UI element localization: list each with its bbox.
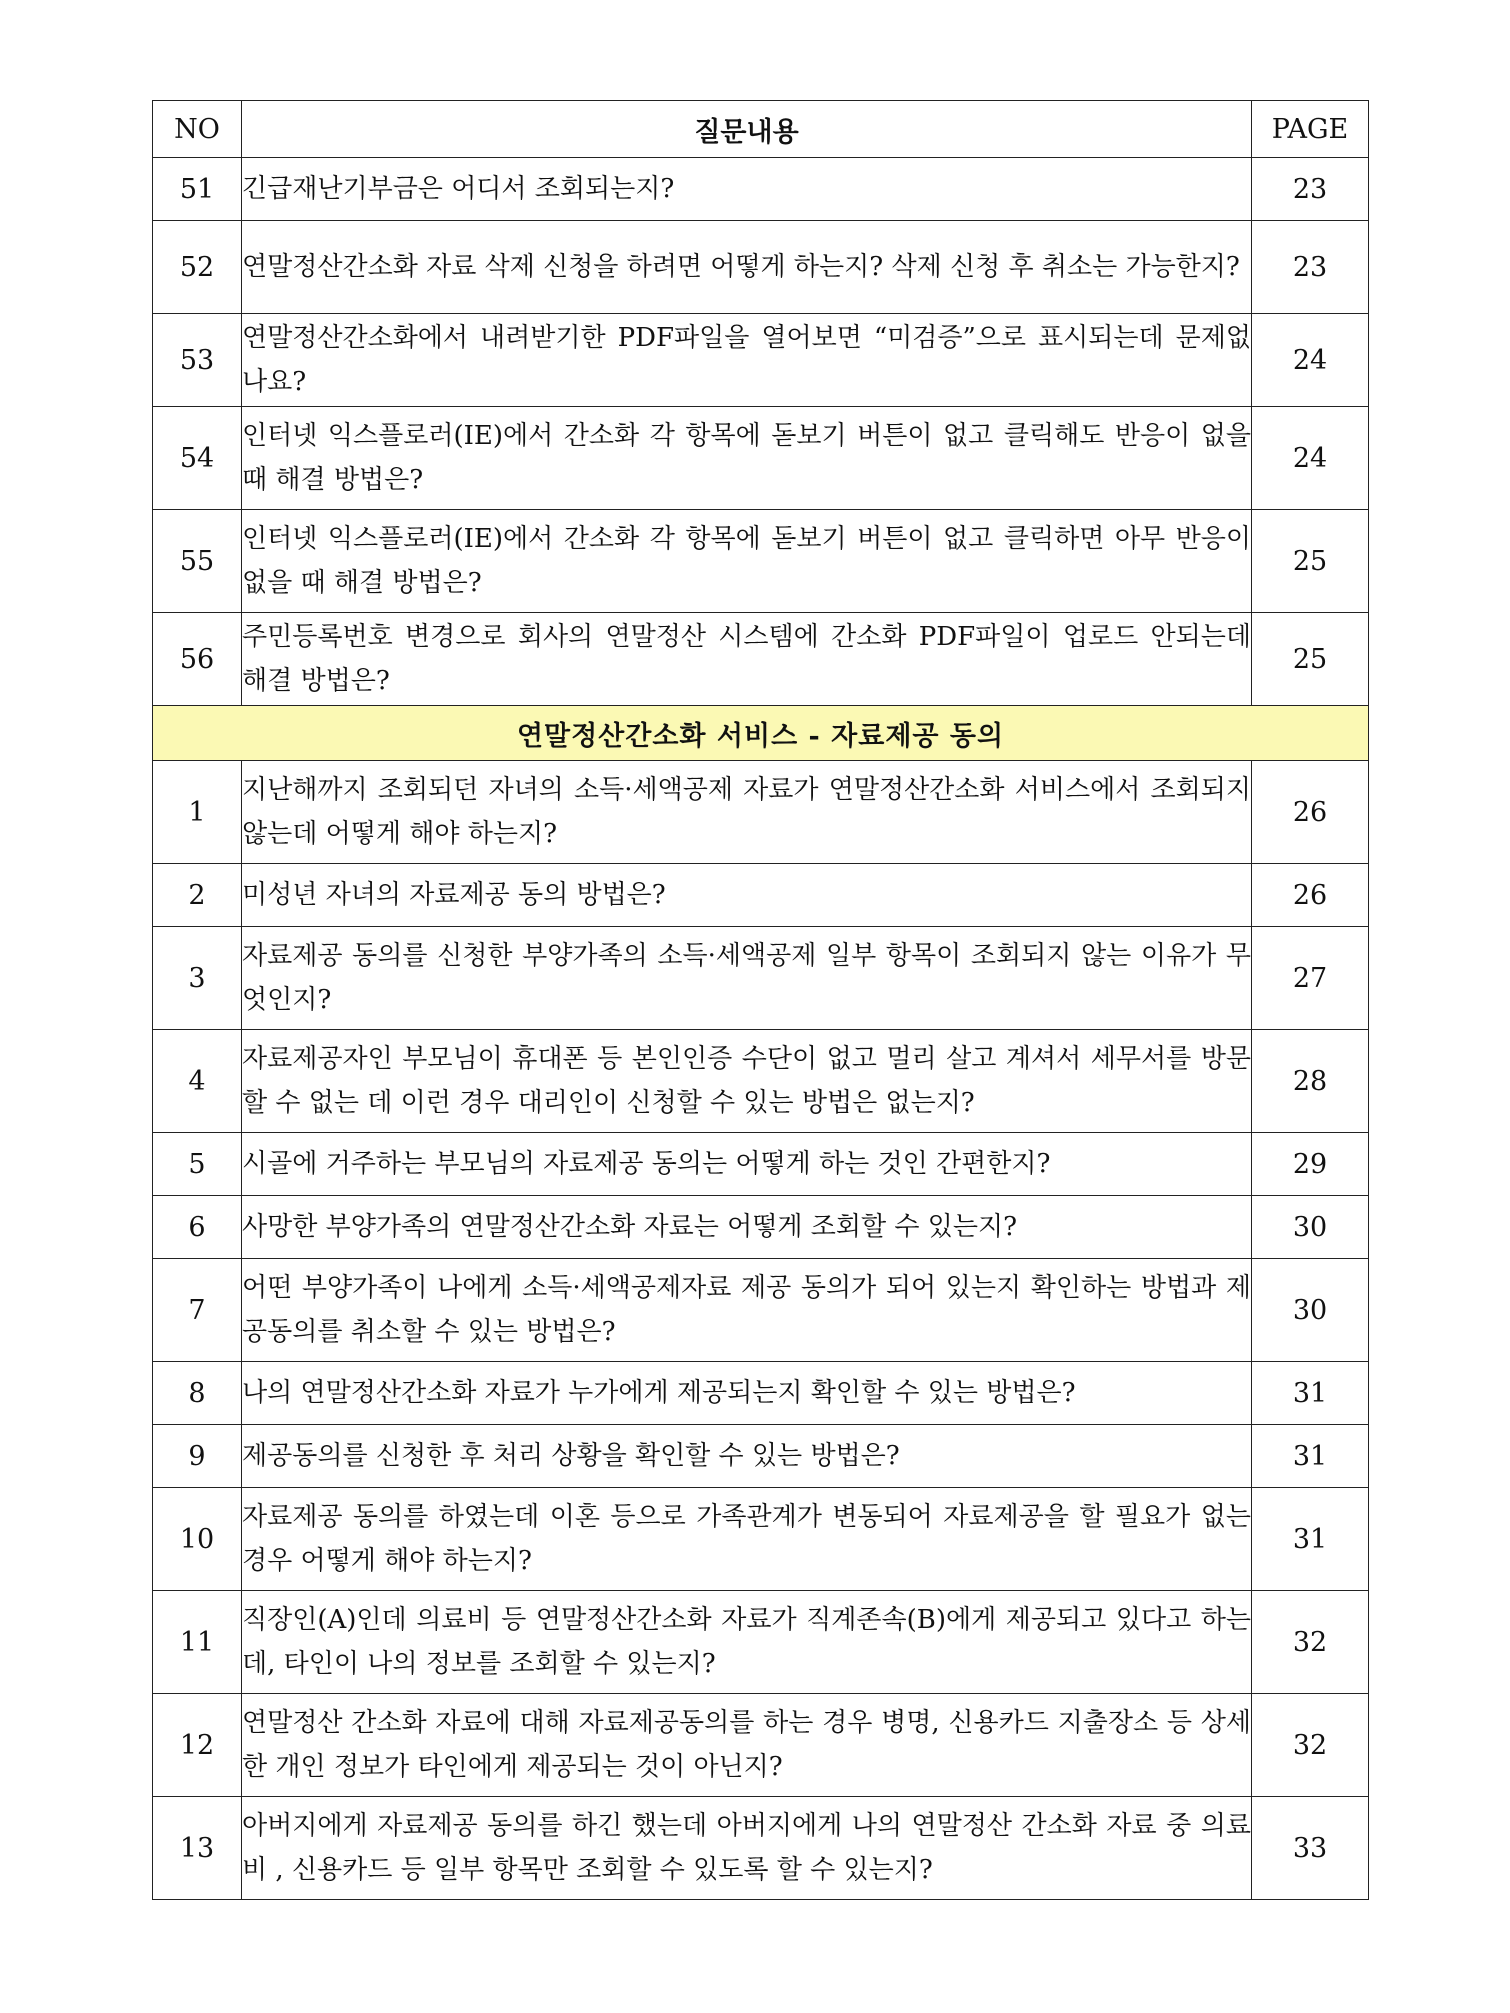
row-page: 32 [1252, 1591, 1369, 1694]
row-number: 12 [153, 1694, 242, 1797]
row-question: 제공동의를 신청한 후 처리 상황을 확인할 수 있는 방법은? [242, 1425, 1252, 1488]
row-number: 54 [153, 407, 242, 510]
row-question: 인터넷 익스플로러(IE)에서 간소화 각 항목에 돋보기 버튼이 없고 클릭하면 아무 반응이 없을 때 해결 방법은? [242, 510, 1252, 613]
row-question: 인터넷 익스플로러(IE)에서 간소화 각 항목에 돋보기 버튼이 없고 클릭해도 반응이 없을 때 해결 방법은? [242, 407, 1252, 510]
row-page: 26 [1252, 864, 1369, 927]
table-row [153, 1196, 1369, 1259]
section-title: 연말정산간소화 서비스 - 자료제공 동의 [153, 706, 1369, 761]
table-row [153, 1591, 1369, 1694]
row-question: 자료제공자인 부모님이 휴대폰 등 본인인증 수단이 없고 멀리 살고 계셔서 세무서를 방문할 수 없는 데 이런 경우 대리인이 신청할 수 있는 방법은 없는지? [242, 1030, 1252, 1133]
row-page: 23 [1252, 221, 1369, 314]
row-page: 25 [1252, 510, 1369, 613]
row-number: 7 [153, 1259, 242, 1362]
row-page: 24 [1252, 407, 1369, 510]
row-page: 28 [1252, 1030, 1369, 1133]
row-number: 5 [153, 1133, 242, 1196]
row-number: 51 [153, 158, 242, 221]
header-question: 질문내용 [242, 101, 1252, 158]
row-number: 53 [153, 314, 242, 407]
row-question: 나의 연말정산간소화 자료가 누가에게 제공되는지 확인할 수 있는 방법은? [242, 1362, 1252, 1425]
row-question: 주민등록번호 변경으로 회사의 연말정산 시스템에 간소화 PDF파일이 업로드 안되는데 해결 방법은? [242, 613, 1252, 706]
row-number: 3 [153, 927, 242, 1030]
table-row [153, 1425, 1369, 1488]
row-page: 23 [1252, 158, 1369, 221]
header-no: NO [153, 101, 242, 158]
row-question: 자료제공 동의를 하였는데 이혼 등으로 가족관계가 변동되어 자료제공을 할 필요가 없는 경우 어떻게 해야 하는지? [242, 1488, 1252, 1591]
row-page: 27 [1252, 927, 1369, 1030]
row-number: 11 [153, 1591, 242, 1694]
row-question: 지난해까지 조회되던 자녀의 소득·세액공제 자료가 연말정산간소화 서비스에서 조회되지 않는데 어떻게 해야 하는지? [242, 761, 1252, 864]
row-question: 연말정산간소화 자료 삭제 신청을 하려면 어떻게 하는지? 삭제 신청 후 취소는 가능한지? [242, 221, 1252, 314]
row-page: 24 [1252, 314, 1369, 407]
table-row [153, 613, 1369, 706]
table-row [153, 1797, 1369, 1900]
row-number: 2 [153, 864, 242, 927]
row-page: 30 [1252, 1196, 1369, 1259]
row-page: 29 [1252, 1133, 1369, 1196]
table-row [153, 1362, 1369, 1425]
table-row [153, 407, 1369, 510]
table-row [153, 221, 1369, 314]
row-number: 55 [153, 510, 242, 613]
table-row [153, 761, 1369, 864]
row-page: 26 [1252, 761, 1369, 864]
row-page: 33 [1252, 1797, 1369, 1900]
row-number: 6 [153, 1196, 242, 1259]
table-row [153, 1488, 1369, 1591]
row-question: 시골에 거주하는 부모님의 자료제공 동의는 어떻게 하는 것인 간편한지? [242, 1133, 1252, 1196]
row-page: 31 [1252, 1488, 1369, 1591]
row-number: 13 [153, 1797, 242, 1900]
row-question: 어떤 부양가족이 나에게 소득·세액공제자료 제공 동의가 되어 있는지 확인하는 방법과 제공동의를 취소할 수 있는 방법은? [242, 1259, 1252, 1362]
row-number: 10 [153, 1488, 242, 1591]
row-question: 연말정산 간소화 자료에 대해 자료제공동의를 하는 경우 병명, 신용카드 지출장소 등 상세한 개인 정보가 타인에게 제공되는 것이 아닌지? [242, 1694, 1252, 1797]
row-number: 1 [153, 761, 242, 864]
table-header-row [153, 101, 1369, 158]
row-page: 31 [1252, 1362, 1369, 1425]
table-row [153, 1133, 1369, 1196]
row-question: 아버지에게 자료제공 동의를 하긴 했는데 아버지에게 나의 연말정산 간소화 자료 중 의료비 , 신용카드 등 일부 항목만 조회할 수 있도록 할 수 있는지? [242, 1797, 1252, 1900]
faq-index-table [152, 100, 1369, 1900]
row-page: 32 [1252, 1694, 1369, 1797]
row-question: 미성년 자녀의 자료제공 동의 방법은? [242, 864, 1252, 927]
table-row [153, 927, 1369, 1030]
row-number: 9 [153, 1425, 242, 1488]
table-row [153, 314, 1369, 407]
table-row [153, 158, 1369, 221]
row-question: 자료제공 동의를 신청한 부양가족의 소득·세액공제 일부 항목이 조회되지 않는 이유가 무엇인지? [242, 927, 1252, 1030]
row-number: 56 [153, 613, 242, 706]
section-header-row [153, 706, 1369, 761]
row-number: 4 [153, 1030, 242, 1133]
table-row [153, 510, 1369, 613]
row-number: 52 [153, 221, 242, 314]
row-question: 사망한 부양가족의 연말정산간소화 자료는 어떻게 조회할 수 있는지? [242, 1196, 1252, 1259]
table-row [153, 1694, 1369, 1797]
row-question: 긴급재난기부금은 어디서 조회되는지? [242, 158, 1252, 221]
row-number: 8 [153, 1362, 242, 1425]
row-page: 25 [1252, 613, 1369, 706]
table-row [153, 864, 1369, 927]
row-page: 30 [1252, 1259, 1369, 1362]
row-page: 31 [1252, 1425, 1369, 1488]
table-row [153, 1030, 1369, 1133]
header-page: PAGE [1252, 101, 1369, 158]
table-row [153, 1259, 1369, 1362]
row-question: 연말정산간소화에서 내려받기한 PDF파일을 열어보면 “미검증”으로 표시되는데 문제없나요? [242, 314, 1252, 407]
row-question: 직장인(A)인데 의료비 등 연말정산간소화 자료가 직계존속(B)에게 제공되고 있다고 하는 데, 타인이 나의 정보를 조회할 수 있는지? [242, 1591, 1252, 1694]
